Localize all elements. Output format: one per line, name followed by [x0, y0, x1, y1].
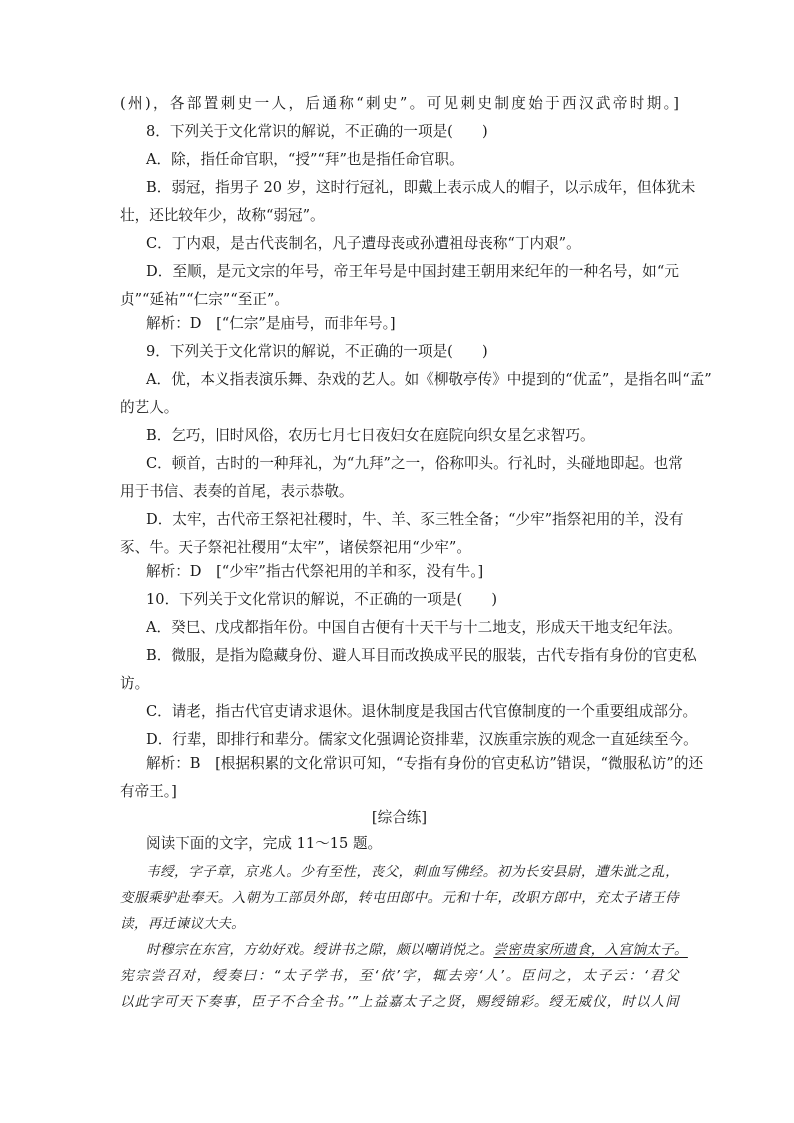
option-c: C．请老，指古代官吏请求退休。退休制度是我国古代官僚制度的一个重要组成部分。: [146, 703, 698, 720]
question-8-stem: 8．下列关于文化常识的解说，不正确的一项是( ): [146, 123, 488, 140]
text-line: 贞”“延祐”“仁宗”“至正”。: [120, 291, 289, 308]
answer-analysis: 解析：D [“仁宗”是庙号，而非年号。]: [146, 315, 396, 332]
option-c: C．顿首，古时的一种拜礼，为“九拜”之一，俗称叩头。行礼时，头碰地即起。也常: [146, 455, 683, 472]
passage-line: 宪宗尝召对，绶奏曰：“太子学书，至‘依’字，辄去旁‘人’。臣问之，太子云：‘君父: [120, 968, 679, 984]
text-line: 壮，还比较年少，故称“弱冠”。: [120, 207, 325, 224]
answer-analysis: 解析：D [“少牢”指古代祭祀用的羊和豕，没有牛。]: [146, 563, 484, 580]
option-a: A．除，指任命官职，“授”“拜”也是指任命官职。: [146, 151, 464, 168]
text-line: 豕、牛。天子祭祀社稷用“太牢”，诸侯祭祀用“少牢”。: [120, 539, 471, 556]
question-9-stem: 9．下列关于文化常识的解说，不正确的一项是( ): [146, 343, 488, 360]
answer-analysis: 解析：B [根据积累的文化常识可知，“专指有身份的官吏私访”错误，“微服私访”的还: [146, 755, 704, 772]
underlined-sentence: 尝密贵家所遗食，入宫饷太子。: [493, 942, 688, 958]
option-d: D．行辈，即排行和辈分。儒家文化强调论资排辈，汉族重宗族的观念一直延续至今。: [146, 731, 698, 748]
text-line: 访。: [120, 675, 150, 692]
text-line: 用于书信、表奏的首尾，表示恭敬。: [120, 483, 354, 500]
passage-line: [146, 940, 688, 960]
option-b: B．弱冠，指男子 20 岁，这时行冠礼，即戴上表示成人的帽子，以示成年，但体犹未: [146, 179, 696, 196]
text-line: (州)，各部置刺史一人，后通称“刺史”。可见刺史制度始于西汉武帝时期。]: [120, 95, 679, 112]
passage-line: 以此字可天下奏事，臣子不合全书。’”上益嘉太子之贤，赐绶锦彩。绶无威仪，时以人间: [120, 994, 679, 1010]
passage-text: 时穆宗在东宫，方幼好戏。绶讲书之隙，颇以嘲诮悦之。: [146, 942, 494, 958]
option-b: B．微服，是指为隐藏身份、避人耳目而改换成平民的服装，古代专指有身份的官吏私: [146, 647, 697, 664]
question-10-stem: 10．下列关于文化常识的解说，不正确的一项是( ): [146, 591, 498, 608]
option-c: C．丁内艰，是古代丧制名，凡子遭母丧或孙遭祖母丧称“丁内艰”。: [146, 235, 581, 252]
passage-line: 变服乘驴赴奉天。入朝为工部员外郎，转屯田郎中。元和十年，改职方郎中，充太子诸王侍: [120, 890, 679, 906]
option-b: B．乞巧，旧时风俗，农历七月七日夜妇女在庭院向织女星乞求智巧。: [146, 427, 595, 444]
section-heading: [综合练]: [371, 809, 428, 826]
passage-line: 读，再迁谏议大夫。: [120, 916, 246, 932]
option-a: A．癸巳、戊戌都指年份。中国自古便有十天干与十二地支，形成天干地支纪年法。: [146, 619, 682, 636]
text-line: 有帝王。]: [120, 783, 177, 800]
option-a: A．优，本义指表演乐舞、杂戏的艺人。如《柳敬亭传》中提到的“优孟”，是指名叫“孟”: [146, 371, 712, 388]
text-line: 的艺人。: [120, 399, 179, 416]
passage-line: 韦绶，字子章，京兆人。少有至性，丧父，刺血写佛经。初为长安县尉，遭朱泚之乱，: [146, 864, 679, 880]
option-d: D．太牢，古代帝王祭祀社稷时，牛、羊、豕三牲全备；“少牢”指祭祀用的羊，没有: [146, 511, 684, 528]
option-d: D．至顺，是元文宗的年号，帝王年号是中国封建王朝用来纪年的一种名号，如“元: [146, 263, 679, 280]
reading-instruction: 阅读下面的文字，完成 11～15 题。: [146, 835, 383, 852]
